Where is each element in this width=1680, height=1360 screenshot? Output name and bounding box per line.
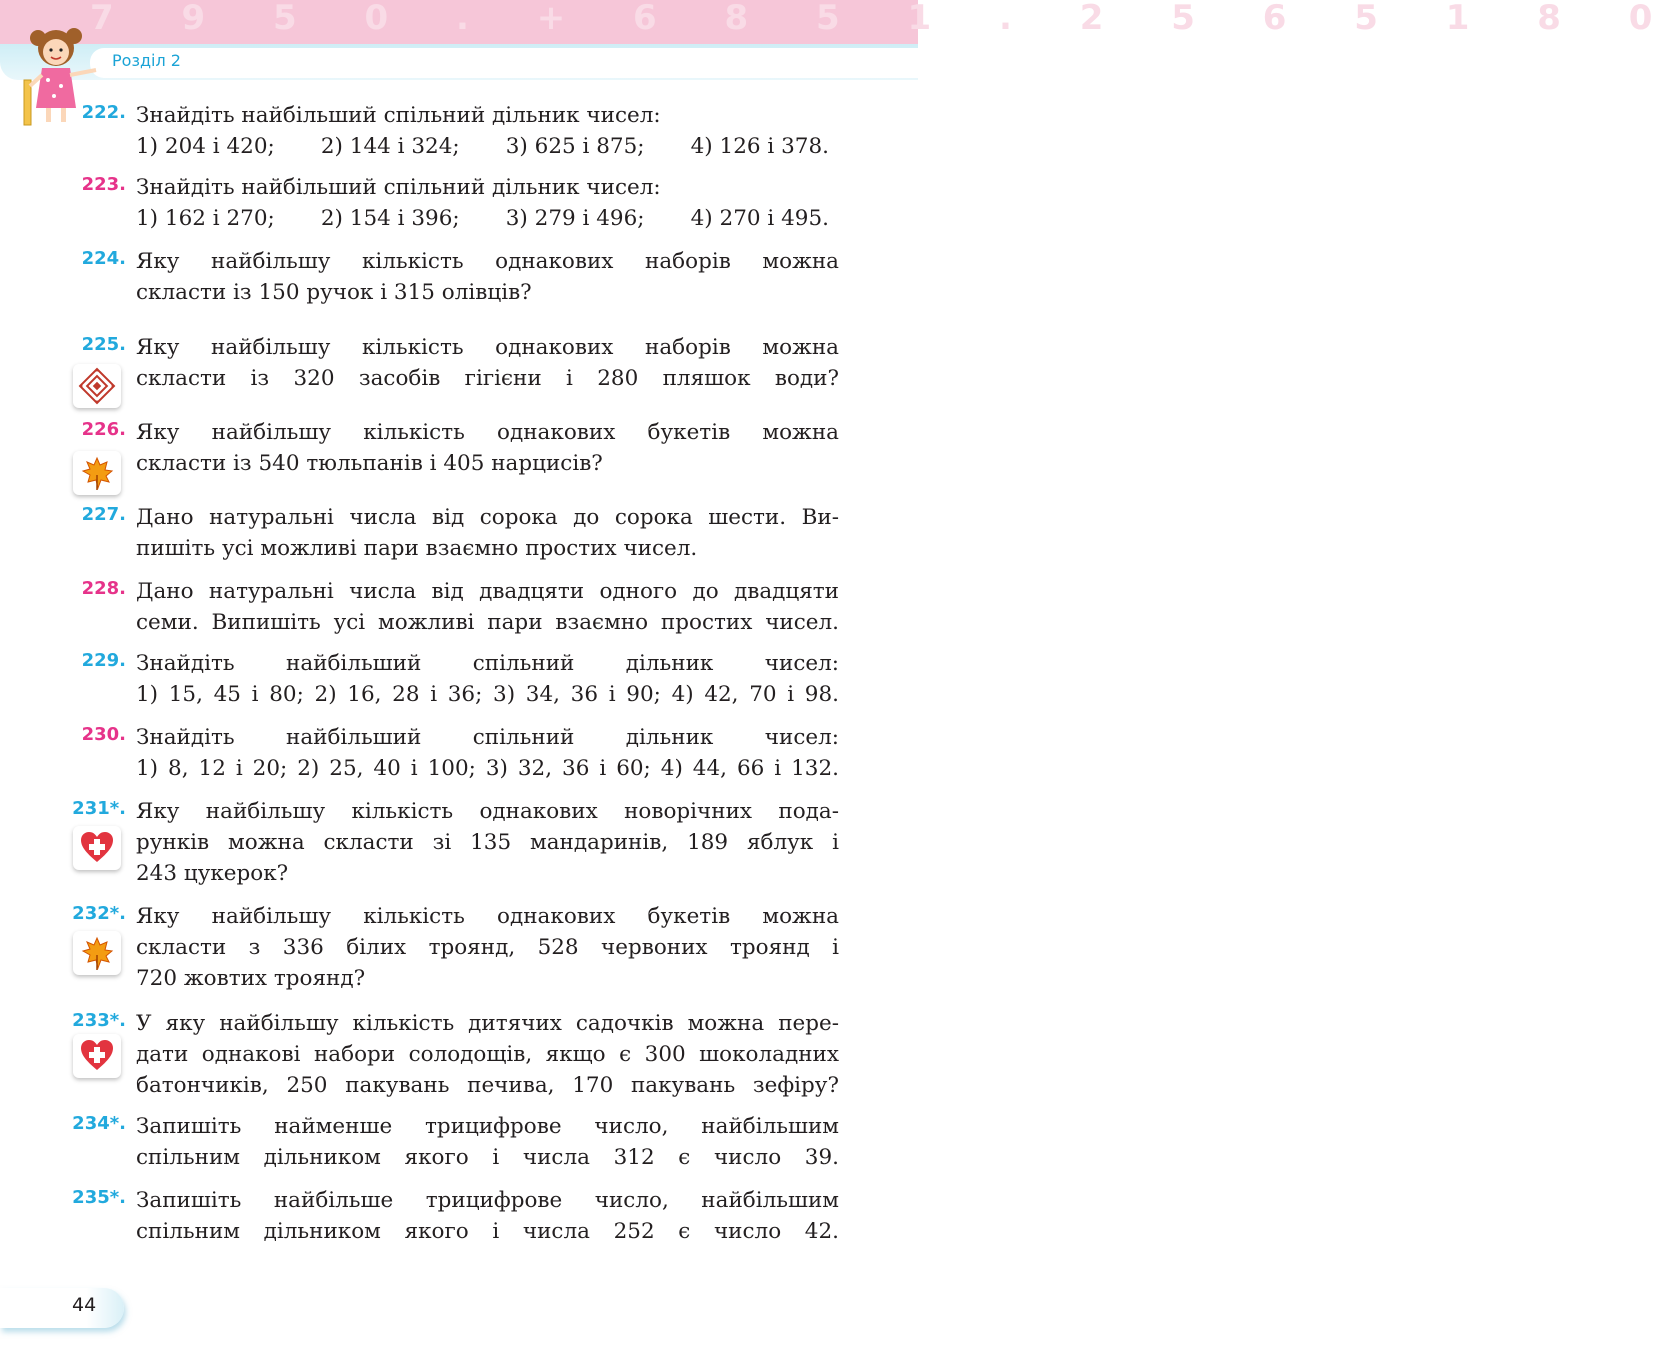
task-text bbox=[136, 100, 839, 162]
task-item: 3) 279 і 496; bbox=[505, 206, 645, 231]
task-line: Знайдіть найбільший спільний дільник чисел: bbox=[136, 175, 661, 200]
task-item: 3) 625 і 875; bbox=[505, 134, 645, 159]
task-text bbox=[136, 901, 839, 994]
task-text bbox=[136, 1111, 839, 1173]
task-line: Яку найбільшу кількість однакових букетів можна bbox=[136, 904, 839, 929]
task-line: Яку найбільшу кількість однакових новорічних пода- bbox=[136, 799, 839, 824]
task-line: 1) 15, 45 і 80; 2) 16, 28 і 36; 3) 34, 36 і 90; 4) 42, 70 і 98. bbox=[136, 682, 839, 707]
task-line: Яку найбільшу кількість однакових букетів можна bbox=[136, 420, 839, 445]
maple-leaf-icon bbox=[73, 931, 121, 975]
header-band bbox=[0, 0, 1680, 44]
maple-leaf-icon bbox=[73, 451, 121, 495]
task-line: 243 цукерок? bbox=[136, 861, 289, 886]
task-line: У яку найбільшу кількість дитячих садочків можна пере- bbox=[136, 1011, 839, 1036]
task-line: рунків можна скласти зі 135 мандаринів, 189 яблук і bbox=[136, 830, 839, 855]
task-item: 2) 144 і 324; bbox=[320, 134, 460, 159]
task-text bbox=[136, 796, 839, 889]
embroidery-icon bbox=[73, 364, 121, 408]
page-number-tab bbox=[0, 1288, 124, 1328]
task-item: 4) 270 і 495. bbox=[690, 206, 829, 231]
task-line: скласти із 540 тюльпанів і 405 нарцисів? bbox=[136, 451, 603, 476]
task-line: спільним дільником якого і числа 252 є число 42. bbox=[136, 1219, 839, 1244]
task-text bbox=[136, 417, 839, 479]
task-line: скласти з 336 білих троянд, 528 червоних троянд і bbox=[136, 935, 839, 960]
task-line: пишіть усі можливі пари взаємно простих чисел. bbox=[136, 536, 698, 561]
task-text bbox=[136, 172, 839, 234]
task-text bbox=[136, 332, 839, 394]
task-item: 1) 162 і 270; bbox=[136, 206, 275, 231]
task-line: семи. Випишіть усі можливі пари взаємно простих чисел. bbox=[136, 610, 839, 635]
task-number: 226. bbox=[81, 419, 126, 440]
task-number: 225. bbox=[81, 334, 126, 355]
task-items-row bbox=[136, 203, 829, 234]
page-number: 44 bbox=[72, 1294, 97, 1316]
task-line: Яку найбільшу кількість однакових наборів можна bbox=[136, 335, 839, 360]
task-line: скласти із 320 засобів гігієни і 280 пляшок води? bbox=[136, 366, 839, 391]
task-line: Знайдіть найбільший спільний дільник чисел: bbox=[136, 651, 839, 676]
task-line: Знайдіть найбільший спільний дільник чисел: bbox=[136, 103, 661, 128]
task-number: 223. bbox=[81, 174, 126, 195]
task-number: 227. bbox=[81, 504, 126, 525]
task-line: батончиків, 250 пакувань печива, 170 пакувань зефіру? bbox=[136, 1073, 839, 1098]
task-number: 233*. bbox=[72, 1010, 126, 1031]
task-item: 1) 204 і 420; bbox=[136, 134, 275, 159]
section-title: Розділ 2 bbox=[112, 51, 181, 70]
health-heart-icon bbox=[73, 1034, 121, 1078]
task-number: 228. bbox=[81, 578, 126, 599]
task-text bbox=[136, 246, 839, 308]
task-number: 235*. bbox=[72, 1187, 126, 1208]
task-line: Запишіть найбільше трицифрове число, найбільшим bbox=[136, 1188, 839, 1213]
task-text bbox=[136, 722, 839, 784]
decorative-digits: 7 9 5 0 . + 6 8 5 1 . 2 5 6 5 1 8 0 bbox=[90, 0, 1680, 38]
task-text bbox=[136, 1008, 839, 1101]
task-item: 2) 154 і 396; bbox=[320, 206, 460, 231]
task-number: 224. bbox=[81, 248, 126, 269]
task-line: Запишіть найменше трицифрове число, найбільшим bbox=[136, 1114, 839, 1139]
task-text bbox=[136, 648, 839, 710]
task-number: 229. bbox=[81, 650, 126, 671]
task-item: 4) 126 і 378. bbox=[690, 134, 829, 159]
task-line: Дано натуральні числа від сорока до сорока шести. Ви- bbox=[136, 505, 839, 530]
task-text bbox=[136, 1185, 839, 1247]
task-text bbox=[136, 576, 839, 638]
task-line: 1) 8, 12 і 20; 2) 25, 40 і 100; 3) 32, 36 і 60; 4) 44, 66 і 132. bbox=[136, 756, 839, 781]
task-number: 230. bbox=[81, 724, 126, 745]
task-line: Знайдіть найбільший спільний дільник чисел: bbox=[136, 725, 839, 750]
task-number: 231*. bbox=[72, 798, 126, 819]
task-line: спільним дільником якого і числа 312 є число 39. bbox=[136, 1145, 839, 1170]
task-number: 232*. bbox=[72, 903, 126, 924]
health-heart-icon bbox=[73, 826, 121, 870]
task-line: дати однакові набори солодощів, якщо є 300 шоколадних bbox=[136, 1042, 839, 1067]
task-line: Дано натуральні числа від двадцяти одного до двадцяти bbox=[136, 579, 839, 604]
task-items-row bbox=[136, 131, 829, 162]
task-number: 222. bbox=[81, 102, 126, 123]
task-number: 234*. bbox=[72, 1113, 126, 1134]
section-bar-inner bbox=[90, 48, 918, 78]
task-line: Яку найбільшу кількість однакових наборів можна bbox=[136, 249, 839, 274]
task-line: скласти із 150 ручок і 315 олівців? bbox=[136, 280, 532, 305]
task-text bbox=[136, 502, 839, 564]
task-line: 720 жовтих троянд? bbox=[136, 966, 366, 991]
